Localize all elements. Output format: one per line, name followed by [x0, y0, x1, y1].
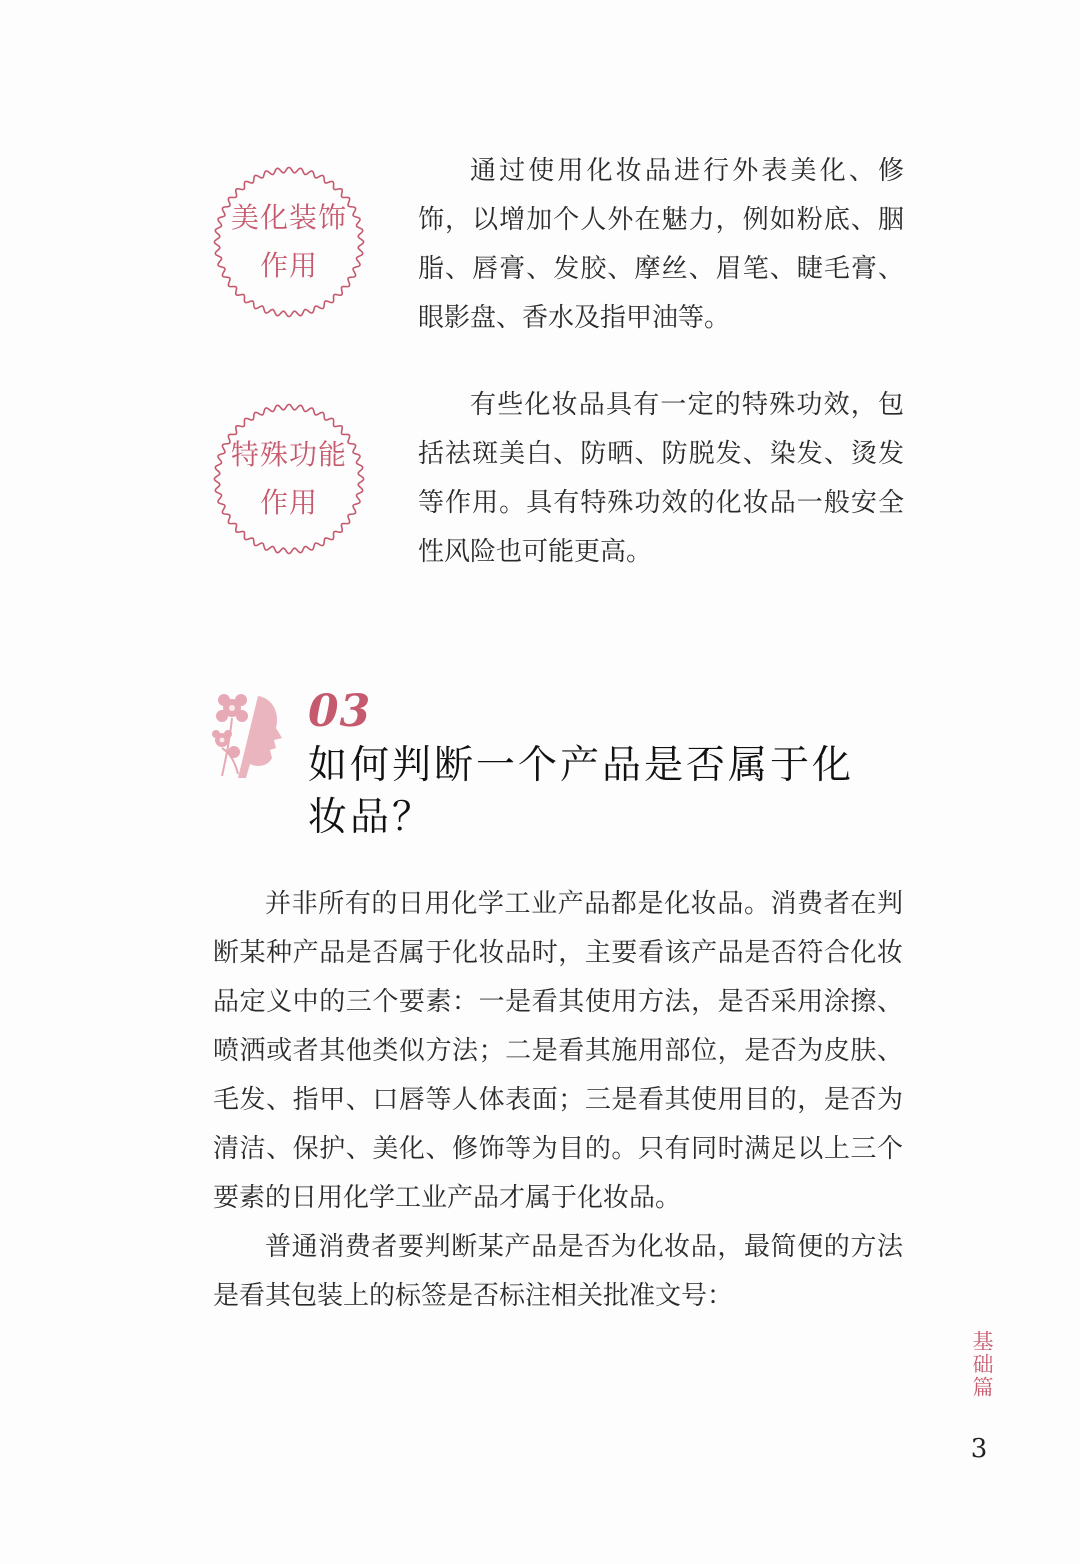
badge-special-function [211, 401, 367, 557]
body-paragraph-2: 普通消费者要判断某产品是否为化妆品，最简便的方法是看其包装上的标签是否标注相关批准文号： [213, 1232, 903, 1311]
badge-label [211, 401, 367, 557]
badge-beautify [211, 164, 367, 320]
body-text [213, 880, 903, 1321]
section-number: 03 [308, 686, 372, 737]
page-number: 3 [970, 1434, 988, 1464]
badge-label [211, 164, 367, 320]
flower-silhouette-icon [208, 688, 288, 780]
badge-line1: 特殊功能 [230, 438, 347, 471]
chapter-side-tab: 基础篇 [970, 1330, 994, 1399]
body-paragraph-1: 并非所有的日用化学工业产品都是化妆品。消费者在判断某种产品是否属于化妆品时，主要看该产品是否符合化妆品定义中的三个要素：一是看其使用方法，是否采用涂擦、喷洒或者其他类似方法；二是看其施用部位，是否为皮肤、毛发、指甲、口唇等人体表面；三是看其使用目的，是否为清洁、保护、美化、修饰等为目的。只有同时满足以上三个要素的日用化学工业产品才属于化妆品。 [213, 889, 903, 1213]
badge-line1: 美化装饰 [230, 201, 347, 234]
item-text-beautify: 通过使用化妆品进行外表美化、修饰，以增加个人外在魅力，例如粉底、胭脂、唇膏、发胶、摩丝、眉笔、睫毛膏、眼影盘、香水及指甲油等。 [418, 156, 904, 333]
badge-line2: 作用 [259, 249, 318, 282]
item-text-special-function: 有些化妆品具有一定的特殊功效，包括祛斑美白、防晒、防脱发、染发、烫发等作用。具有特殊功效的化妆品一般安全性风险也可能更高。 [418, 390, 904, 567]
badge-line2: 作用 [259, 486, 318, 519]
section-title: 如何判断一个产品是否属于化妆品？ [308, 743, 855, 840]
